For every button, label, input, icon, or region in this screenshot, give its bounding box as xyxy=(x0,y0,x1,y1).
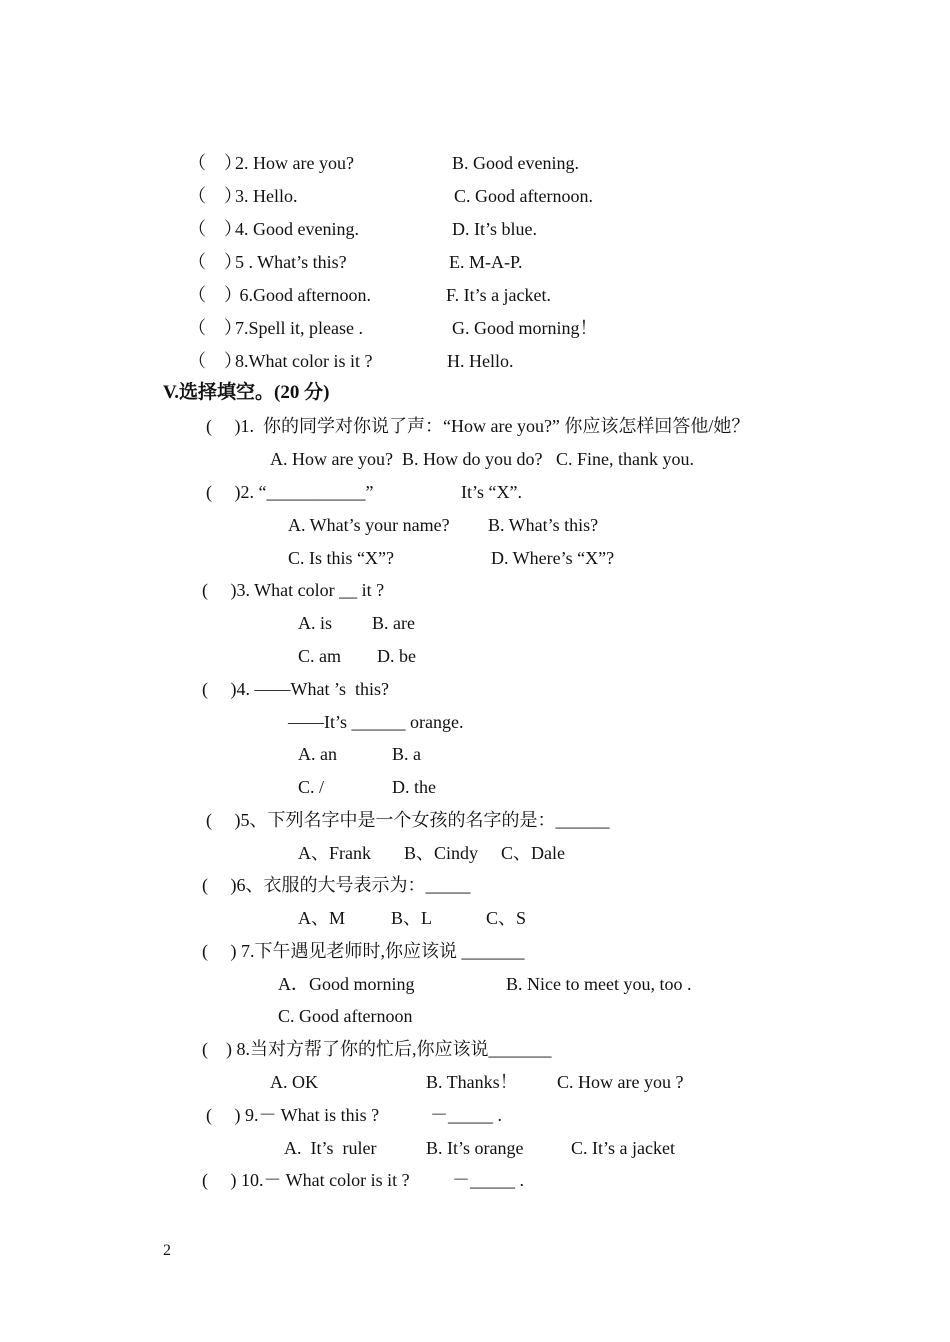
page-number: 2 xyxy=(163,1242,171,1259)
question-stem: ( ) 7.下午遇见老师时,你应该说 _______ xyxy=(202,941,525,961)
option-b: B、Cindy xyxy=(404,843,479,863)
matching-question: 6.Good afternoon. xyxy=(235,285,371,305)
matching-answer: E. M-A-P. xyxy=(449,252,523,272)
question-options: A. How are you? B. How do you do? C. Fine, thank you. xyxy=(270,449,694,469)
matching-answer: B. Good evening. xyxy=(452,153,579,173)
option-c: C、S xyxy=(486,908,527,928)
matching-answer: H. Hello. xyxy=(447,351,514,371)
matching-question: 5 . What’s this? xyxy=(235,252,347,272)
answer-paren: （ ） xyxy=(188,285,242,305)
question-stem: ( )4. ——What ’s this? xyxy=(202,679,389,699)
answer-paren: （ ） xyxy=(188,351,242,371)
option-d: D. the xyxy=(392,777,436,797)
question-stem: ( )6、衣服的大号表示为：_____ xyxy=(202,875,471,895)
question-response: It’s “X”. xyxy=(461,482,522,502)
option-b: B. Nice to meet you, too . xyxy=(506,974,692,994)
question-line2: ——It’s ______ orange. xyxy=(288,712,464,732)
option-a: A. is xyxy=(298,613,333,633)
matching-question: 4. Good evening. xyxy=(235,219,359,239)
question-response: －_____ . xyxy=(452,1170,524,1190)
option-d: D. Where’s “X”? xyxy=(491,548,615,568)
option-a: A、Frank xyxy=(298,843,371,863)
question-stem: ( )2. “___________” xyxy=(206,482,374,502)
option-b: B、L xyxy=(391,908,433,928)
option-b: B. are xyxy=(372,613,415,633)
option-b: B. Thanks！ xyxy=(426,1072,518,1092)
question-stem: ( ) 10.－ What color is it ? xyxy=(202,1170,410,1190)
matching-answer: G. Good morning！ xyxy=(452,318,598,338)
option-c: C. How are you ? xyxy=(557,1072,684,1092)
question-stem: ( )1. 你的同学对你说了声：“How are you?” 你应该怎样回答他/她？ xyxy=(206,416,750,436)
answer-paren: （ ） xyxy=(188,219,242,239)
question-stem: ( )3. What color __ it ? xyxy=(202,580,385,600)
option-c: C. am xyxy=(298,646,341,666)
question-stem: ( )5、下列名字中是一个女孩的名字的是：______ xyxy=(206,810,610,830)
question-stem: ( ) 8.当对方帮了你的忙后,你应该说_______ xyxy=(202,1039,552,1059)
answer-paren: （ ） xyxy=(188,252,242,272)
option-a: A、M xyxy=(298,908,346,928)
matching-question: 8.What color is it ? xyxy=(235,351,373,371)
matching-answer: C. Good afternoon. xyxy=(454,186,593,206)
option-d: D. be xyxy=(377,646,416,666)
matching-answer: F. It’s a jacket. xyxy=(446,285,552,305)
option-b: B. a xyxy=(392,744,421,764)
option-c: C. It’s a jacket xyxy=(571,1138,675,1158)
option-b: B. It’s orange xyxy=(426,1138,524,1158)
option-c: C、Dale xyxy=(501,843,565,863)
matching-question: 2. How are you? xyxy=(235,153,354,173)
option-a: A. an xyxy=(298,744,337,764)
option-a: A．Good morning xyxy=(278,974,415,994)
option-b: B. What’s this? xyxy=(488,515,599,535)
option-c: C. / xyxy=(298,777,325,797)
matching-question: 7.Spell it, please . xyxy=(235,318,363,338)
matching-answer: D. It’s blue. xyxy=(452,219,537,239)
option-c: C. Good afternoon xyxy=(278,1006,413,1026)
option-c: C. Is this “X”? xyxy=(288,548,394,568)
question-response: －_____ . xyxy=(430,1105,502,1125)
question-stem: ( ) 9.－ What is this ? xyxy=(206,1105,380,1125)
answer-paren: （ ） xyxy=(188,186,242,206)
option-a: A. It’s ruler xyxy=(284,1138,377,1158)
answer-paren: （ ） xyxy=(188,318,242,338)
option-a: A. OK xyxy=(270,1072,318,1092)
section-title: V.选择填空。(20 分) xyxy=(163,382,330,403)
option-a: A. What’s your name? xyxy=(288,515,450,535)
answer-paren: （ ） xyxy=(188,153,242,173)
matching-question: 3. Hello. xyxy=(235,186,298,206)
